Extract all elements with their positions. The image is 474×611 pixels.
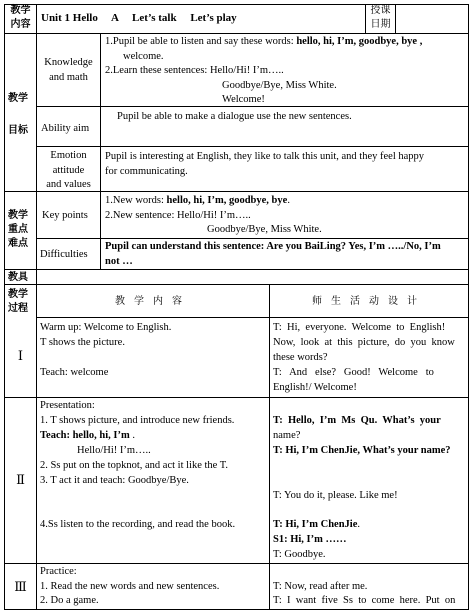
date-label: 授课 日期	[370, 5, 391, 30]
table-border-left	[4, 4, 5, 610]
step2-activity-3: T: Hi, I’m ChenJie, What’s your name?	[273, 445, 451, 456]
topic-label: 教学 内容	[10, 5, 31, 30]
step-numeral-2: Ⅱ	[16, 472, 25, 487]
rule-step2-bottom	[4, 563, 469, 564]
column-header-activity: 师生活动设计	[312, 296, 426, 307]
step2-intro: Presentation:	[40, 400, 95, 411]
ability-label: Ability aim	[41, 123, 90, 134]
knowledge-label: Knowledge and math	[44, 57, 93, 83]
step2-activity-2: name?	[273, 430, 301, 441]
step2-content-4: 4.Ss listen to the recording, and read the book.	[40, 519, 236, 530]
step2-teach-2: Hello/Hi! I’m…..	[77, 445, 151, 456]
step1-content: Warm up: Welcome to English. T shows the picture. Teach: welcome	[40, 322, 172, 378]
step2-activity-4: T: You do it, please. Like me!	[273, 490, 398, 501]
rule-focus-bottom	[4, 269, 469, 270]
process-label: 教学 过程	[8, 289, 28, 314]
table-border-right	[468, 4, 469, 610]
objectives-label-l2: 目标	[8, 125, 28, 136]
difficulties-label: Difficulties	[40, 249, 88, 260]
objectives-label-l1: 教学	[8, 93, 28, 104]
rule-aids-bottom	[4, 284, 469, 285]
step2-activity-6: S1: Hi, I’m ……	[273, 534, 347, 545]
step-numeral-3: Ⅲ	[14, 579, 27, 594]
difficulties-text: Pupil can understand this sentence: Are you BaiLing? Yes, I’m …../No, I’m not …	[105, 241, 441, 267]
rule-process-header-bottom	[36, 317, 469, 318]
ability-text: Pupil be able to make a dialogue use the new sentences.	[117, 111, 352, 122]
step3-content: Practice: 1. Read the new words and new sentences. 2. Do a game.	[40, 566, 220, 606]
step2-activity-5: T: Hi, I’m ChenJie.	[273, 519, 361, 530]
table-border-bottom	[4, 609, 469, 610]
step-numeral-1: Ⅰ	[17, 348, 24, 363]
aids-label: 教具	[8, 272, 28, 283]
lesson-topic: Unit 1 Hello A Let’s talk Let’s play	[41, 12, 237, 24]
step2-content-2: 2. Ss put on the topknot, and act it like the T.	[40, 460, 229, 471]
column-header-content: 教学内容	[115, 296, 191, 307]
step1-activity: T: Hi, everyone. Welcome to English! Now, look at this picture, do you know these words? T: And else? Good! Welcome to English!/ Welcome!	[273, 322, 455, 393]
step3-activity: T: Now, read after me. T: I want five Ss to come here. Put on	[273, 580, 456, 606]
step2-activity-1: T: Hello, I’m Ms Qu. What’s your	[273, 415, 441, 426]
focus-label: 教学 重点 难点	[8, 210, 28, 249]
step2-teach: Teach: hello, hi, I’m .	[40, 430, 135, 441]
key-points-label: Key points	[42, 210, 88, 221]
step2-content-3: 3. T act it and teach: Goodbye/Bye.	[40, 475, 189, 486]
emotion-label: Emotion attitude and values	[46, 150, 91, 190]
step2-activity-7: T: Goodbye.	[273, 549, 326, 560]
rule-process-split	[269, 284, 270, 610]
rule-sub-label-column	[100, 33, 101, 269]
rule-header-bottom	[4, 33, 469, 34]
rule-step1-bottom	[4, 397, 469, 398]
key-points-text: 1.New words: hello, hi, I’m, goodbye, bye. 2.New sentence: Hello/Hi! I’m….. Goodbye/Bye, Miss White.	[105, 195, 322, 235]
emotion-text: Pupil is interesting at English, they like to talk this unit, and they feel happy for communicating.	[105, 151, 425, 177]
step2-content-1: 1. T shows picture, and introduce new friends.	[40, 415, 235, 426]
date-value	[396, 4, 468, 33]
knowledge-text: 1.Pupil be able to listen and say these words: hello, hi, I’m, goodbye, bye , welcome. 2.Learn these sentences: Hello/Hi! I’m….. Goodbye/Bye, Miss White. Welcome!	[105, 36, 423, 105]
